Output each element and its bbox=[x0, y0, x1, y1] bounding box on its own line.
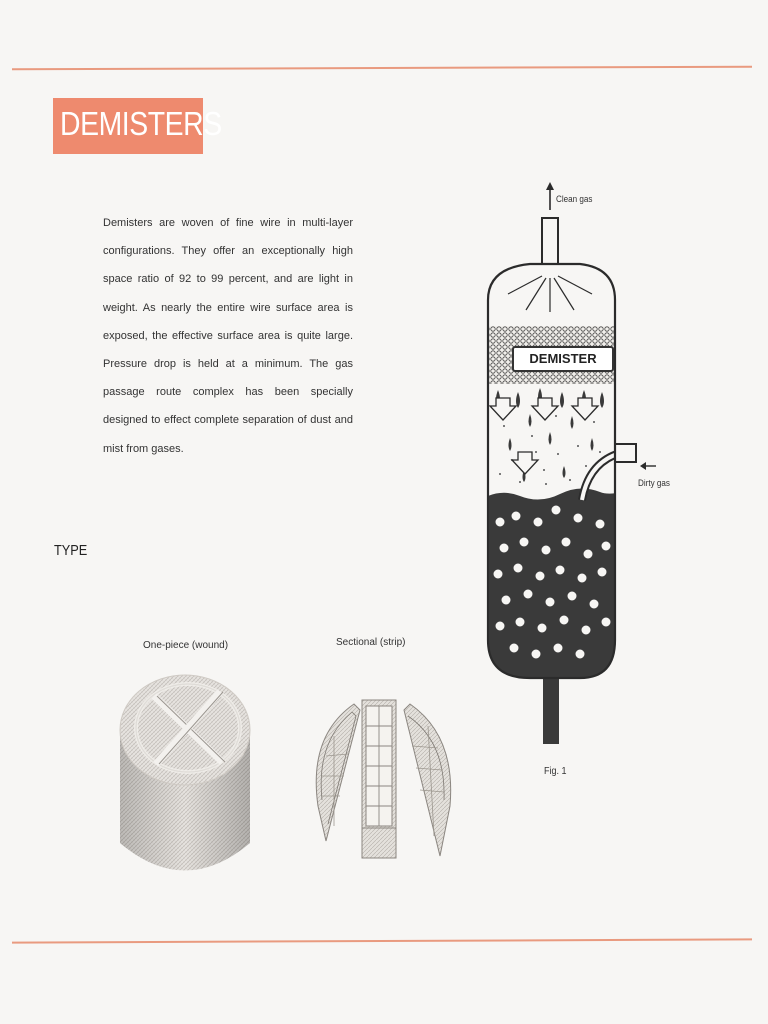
clean-gas-label: Clean gas bbox=[556, 194, 593, 204]
description-paragraph: Demisters are woven of fine wire in multi-layer configurations. They offer an exceptionally high space ratio of 92 to 99 percent, and are light in weight. As nearly the entire wire surface area is exposed, the effective surface area is quite large. Pressure drop is held at a minimum. The gas passage route complex has been specially designed to effect complete separation of dust and mist from gases. bbox=[103, 217, 353, 455]
sectional-demister-image bbox=[308, 696, 460, 864]
one-piece-caption: One-piece (wound) bbox=[143, 640, 229, 651]
page-title: DEMISTERS bbox=[60, 105, 222, 142]
figure-caption: Fig. 1 bbox=[544, 766, 567, 777]
demister-label: DEMISTER bbox=[512, 346, 614, 372]
top-rule bbox=[12, 66, 752, 71]
one-piece-demister-image bbox=[110, 668, 260, 883]
sectional-caption: Sectional (strip) bbox=[336, 637, 406, 648]
title-banner bbox=[53, 98, 222, 154]
type-heading: TYPE bbox=[54, 542, 88, 559]
bottom-rule bbox=[12, 938, 752, 943]
dirty-gas-label: Dirty gas bbox=[638, 478, 670, 488]
demister-vessel-diagram bbox=[460, 170, 720, 750]
